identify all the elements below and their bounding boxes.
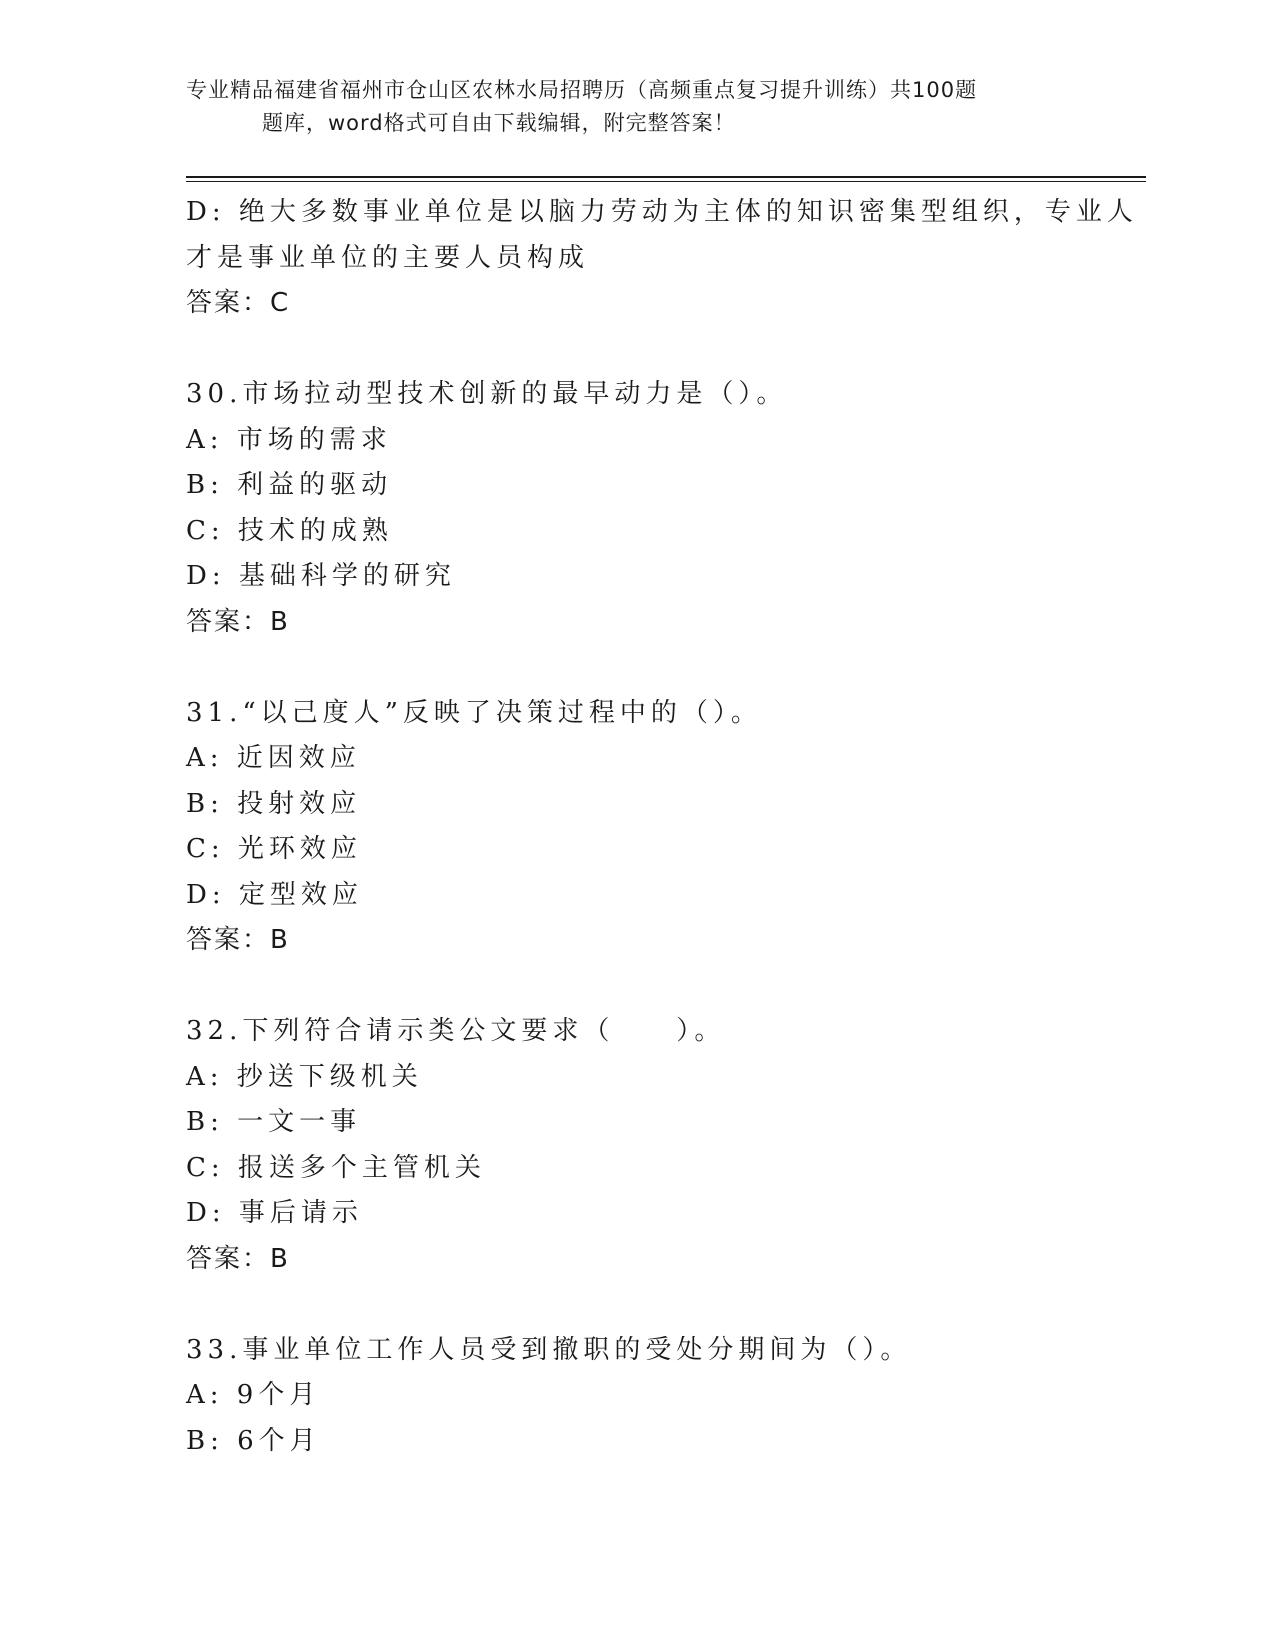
spacer xyxy=(186,964,1086,1010)
option-a: A: 近因效应 xyxy=(186,743,361,773)
question-stem: 33.事业单位工作人员受到撤职的受处分期间为（）。 xyxy=(186,1334,912,1365)
spacer xyxy=(186,645,1086,691)
header-divider-thin xyxy=(186,181,1146,182)
option-c: C: 报送多个主管机关 xyxy=(186,1152,486,1183)
option-d: D: 基础科学的研究 xyxy=(186,561,456,591)
option-a: A: 市场的需求 xyxy=(186,424,392,455)
option-b: B: 一文一事 xyxy=(186,1107,362,1137)
option-d-line-2: 才是事业单位的主要人员构成 xyxy=(186,242,590,273)
option-b: B: 投射效应 xyxy=(186,788,362,819)
question-stem: 30.市场拉动型技术创新的最早动力是（）。 xyxy=(186,379,788,409)
spacer xyxy=(186,327,1086,373)
option-d-line-1: D: 绝大多数事业单位是以脑力劳动为主体的知识密集型组织，专业人 xyxy=(186,197,1138,227)
document-header xyxy=(186,74,1106,140)
spacer xyxy=(186,1282,1086,1328)
option-c: C: 光环效应 xyxy=(186,834,362,864)
answer-line: 答案：C xyxy=(186,288,291,318)
question-list xyxy=(186,190,1138,1464)
question-stem: 31.“以己度人”反映了决策过程中的（）。 xyxy=(186,697,762,728)
option-b: B: 利益的驱动 xyxy=(186,470,393,500)
option-b: B: 6个月 xyxy=(186,1425,321,1456)
question-stem: 32.下列符合请示类公文要求（ ）。 xyxy=(186,1016,726,1046)
header-title-line-1: 专业精品福建省福州市仓山区农林水局招聘历（高频重点复习提升训练）共100题 xyxy=(186,78,978,102)
answer-line: 答案：B xyxy=(186,606,290,637)
option-d: D: 定型效应 xyxy=(186,879,363,910)
answer-line: 答案：B xyxy=(186,925,290,955)
option-a: A: 9个月 xyxy=(186,1380,321,1410)
option-a: A: 抄送下级机关 xyxy=(186,1061,423,1092)
option-d: D: 事后请示 xyxy=(186,1198,363,1228)
answer-line: 答案：B xyxy=(186,1243,290,1274)
header-divider-thick xyxy=(186,176,1146,178)
option-c: C: 技术的成熟 xyxy=(186,515,393,546)
header-title-line-2: 题库，word格式可自由下载编辑，附完整答案！ xyxy=(262,111,736,135)
